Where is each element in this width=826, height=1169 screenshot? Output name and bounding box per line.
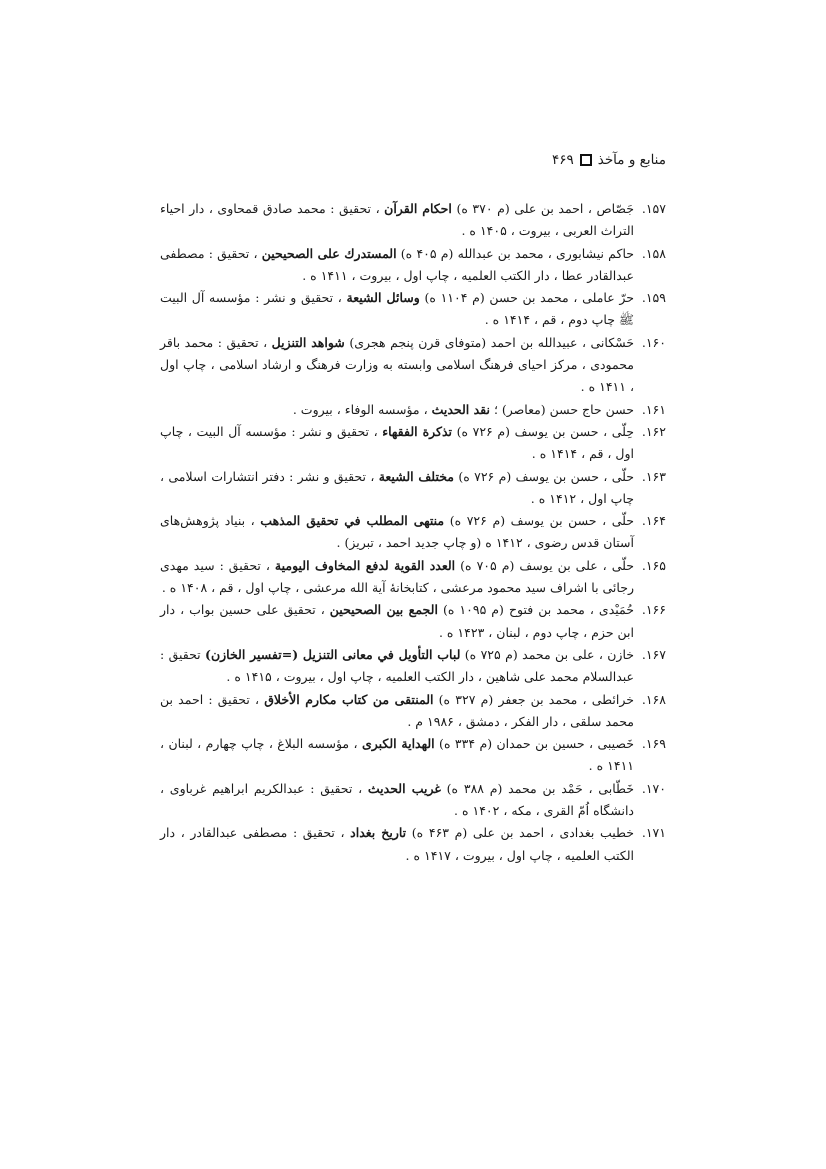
reference-author: حرّ عاملى ، محمد بن حسن (م ۱۱۰۴ ه)	[419, 290, 634, 306]
header-title: منابع و مآخذ	[597, 152, 666, 168]
reference-title: وسائل الشيعة	[346, 290, 420, 306]
reference-text	[160, 599, 634, 644]
reference-number: ۱۶۸.	[641, 691, 666, 707]
reference-number: ۱۶۲.	[641, 423, 666, 439]
reference-number: ۱۷۱.	[641, 825, 666, 841]
reference-entry	[160, 332, 666, 399]
reference-title: احكام القرآن	[384, 201, 452, 216]
reference-text	[160, 555, 634, 600]
reference-entry	[160, 689, 666, 734]
reference-number: ۱۶۴.	[641, 513, 666, 529]
reference-details: ، تحقيق و نشر : مؤسسه آل البيت ﷺ چاپ دوم ، قم ، ۱۴۱۴ ه .	[160, 290, 634, 328]
reference-details: ، تحقيق : مصطفى عبدالقادر عطا ، دار الكتب العلميه ، چاپ اول ، بيروت ، ۱۴۱۱ ه .	[160, 245, 634, 283]
reference-number: ۱۵۷.	[641, 201, 666, 216]
reference-text	[160, 510, 634, 555]
page-header	[552, 152, 666, 168]
reference-number: ۱۵۸.	[641, 245, 666, 261]
reference-text	[160, 332, 634, 399]
reference-author: حاكم نيشابورى ، محمد بن عبدالله (م ۴۰۵ ه)	[396, 245, 634, 261]
reference-entry	[160, 555, 666, 600]
reference-details: ، تحقيق : احمد بن محمد سلقى ، دار الفكر ، دمشق ، ۱۹۸۶ م .	[160, 691, 634, 729]
reference-text	[160, 198, 634, 243]
reference-author: خازن ، على بن محمد (م ۷۲۵ ه)	[460, 646, 634, 662]
reference-details: ، تحقيق : مصطفى عبدالقادر ، دار الكتب العلميه ، چاپ اول ، بيروت ، ۱۴۱۷ ه .	[160, 825, 634, 863]
reference-entry	[160, 599, 666, 644]
reference-number: ۱۷۰.	[641, 780, 666, 796]
reference-number: ۱۶۳.	[641, 468, 666, 484]
reference-entry	[160, 510, 666, 555]
reference-title: الهداية الكبرى	[361, 736, 435, 752]
page-number: ۴۶۹	[551, 152, 574, 168]
reference-entry	[160, 733, 666, 778]
reference-text	[160, 822, 634, 867]
reference-text	[160, 689, 634, 734]
reference-author: خرائطى ، محمد بن جعفر (م ۳۲۷ ه)	[433, 691, 635, 707]
reference-entry	[160, 822, 666, 867]
reference-author: حلّى ، على بن يوسف (م ۷۰۵ ه)	[455, 557, 635, 573]
reference-details: ، تحقيق و نشر : دفتر انتشارات اسلامى ، چاپ اول ، ۱۴۱۲ ه .	[160, 468, 634, 506]
reference-details: ، مؤسسه البلاغ ، چاپ چهارم ، لبنان ، ۱۴۱۱ ه .	[160, 736, 634, 774]
reference-number: ۱۶۵.	[641, 557, 666, 573]
reference-details: ، تحقيق : محمد باقر محمودى ، مركز احياى فرهنگ اسلامى وابسته به وزارت فرهنگ و ارشاد اسلامى ، چاپ اول ، ۱۴۱۱ ه .	[160, 334, 634, 395]
reference-entry	[160, 243, 666, 288]
reference-entry	[160, 778, 666, 823]
reference-author: حلّى ، حسن بن يوسف (م ۷۲۶ ه)	[444, 513, 635, 529]
reference-text	[160, 466, 634, 511]
reference-text	[160, 287, 634, 332]
reference-title: منتهى المطلب في تحقيق المذهب	[260, 513, 445, 529]
reference-author: حُمَيْدى ، محمد بن فتوح (م ۱۰۹۵ ه)	[437, 602, 634, 618]
reference-title: لباب التأويل في معانى التنزيل (=تفسير الخازن)	[205, 646, 461, 662]
reference-details: تحقيق : عبدالسلام محمد على شاهين ، دار الكتب العلميه ، چاپ اول ، بيروت ، ۱۴۱۵ ه .	[160, 646, 634, 685]
square-icon	[580, 154, 592, 166]
reference-details: ، بنياد پژوهش‌هاى آستان قدس رضوى ، ۱۴۱۲ ه (و چاپ جديد احمد ، تبريز) .	[160, 513, 634, 551]
reference-number: ۱۶۱.	[641, 401, 666, 417]
reference-text	[160, 243, 634, 288]
reference-details: ، تحقيق : محمد صادق قمحاوى ، دار احياء التراث العربى ، بيروت ، ۱۴۰۵ ه .	[160, 201, 634, 239]
reference-entry	[160, 644, 666, 689]
reference-text	[160, 644, 634, 689]
reference-number: ۱۶۹.	[641, 736, 666, 752]
reference-title: غريب الحديث	[367, 780, 441, 796]
reference-details: ، تحقيق : سيد مهدى رجائى با اشراف سيد محمود مرعشى ، كتابخانهٔ آية الله مرعشى ، چاپ اول ، قم ، ۱۴۰۸ ه .	[160, 557, 634, 596]
reference-number: ۱۶۶.	[641, 602, 666, 618]
reference-title: نقد الحديث	[431, 401, 490, 417]
reference-author: حَسْكانى ، عبيدالله بن احمد (متوفاى قرن پنجم هجرى)	[344, 334, 634, 350]
references-list	[160, 198, 666, 867]
reference-entry	[160, 198, 666, 243]
reference-author: خَصيبى ، حسين بن حمدان (م ۳۳۴ ه)	[434, 736, 635, 752]
reference-author: حسن حاج حسن (معاصر) ؛	[489, 401, 634, 417]
reference-title: المستدرك على الصحيحين	[261, 245, 397, 261]
reference-details: ، تحقيق على حسين بواب ، دار ابن حزم ، چاپ دوم ، لبنان ، ۱۴۲۳ ه .	[160, 602, 634, 640]
reference-number: ۱۶۷.	[641, 646, 666, 662]
reference-text	[160, 733, 634, 778]
reference-details: ، تحقيق و نشر : مؤسسه آل البيت ، چاپ اول ، قم ، ۱۴۱۴ ه .	[160, 423, 634, 462]
reference-title: الجمع بين الصحيحين	[329, 602, 438, 618]
reference-text	[160, 421, 634, 466]
reference-title: شواهد التنزيل	[271, 334, 345, 350]
reference-details: ، مؤسسه الوفاء ، بيروت .	[292, 401, 432, 417]
reference-entry	[160, 399, 666, 421]
reference-title: المنتقى من كتاب مكارم الأخلاق	[264, 691, 434, 707]
reference-entry	[160, 287, 666, 332]
reference-title: العدد القوية لدفع المخاوف اليومية	[274, 557, 456, 573]
reference-author: خطيب بغدادى ، احمد بن على (م ۴۶۳ ه)	[406, 825, 634, 841]
reference-title: مختلف الشيعة	[378, 468, 454, 484]
reference-author: حلّى ، حسن بن يوسف (م ۷۲۶ ه)	[453, 468, 635, 484]
reference-author: جَصّاص ، احمد بن على (م ۳۷۰ ه)	[451, 201, 634, 216]
reference-author: خَطّابى ، حَمْد بن محمد (م ۳۸۸ ه)	[440, 780, 634, 796]
reference-text	[160, 778, 634, 823]
reference-details: ، تحقيق : عبدالكريم ابراهيم غرباوى ، دانشگاه اُمّ القرى ، مكه ، ۱۴۰۲ ه .	[160, 780, 634, 819]
reference-title: تذكرة الفقهاء	[382, 423, 453, 439]
reference-author: حِلّى ، حسن بن يوسف (م ۷۲۶ ه)	[452, 423, 634, 439]
reference-title: تاريخ بغداد	[350, 825, 407, 841]
reference-number: ۱۶۰.	[641, 334, 666, 350]
reference-text	[160, 399, 634, 421]
reference-entry	[160, 421, 666, 466]
reference-entry	[160, 466, 666, 511]
reference-number: ۱۵۹.	[641, 290, 666, 306]
